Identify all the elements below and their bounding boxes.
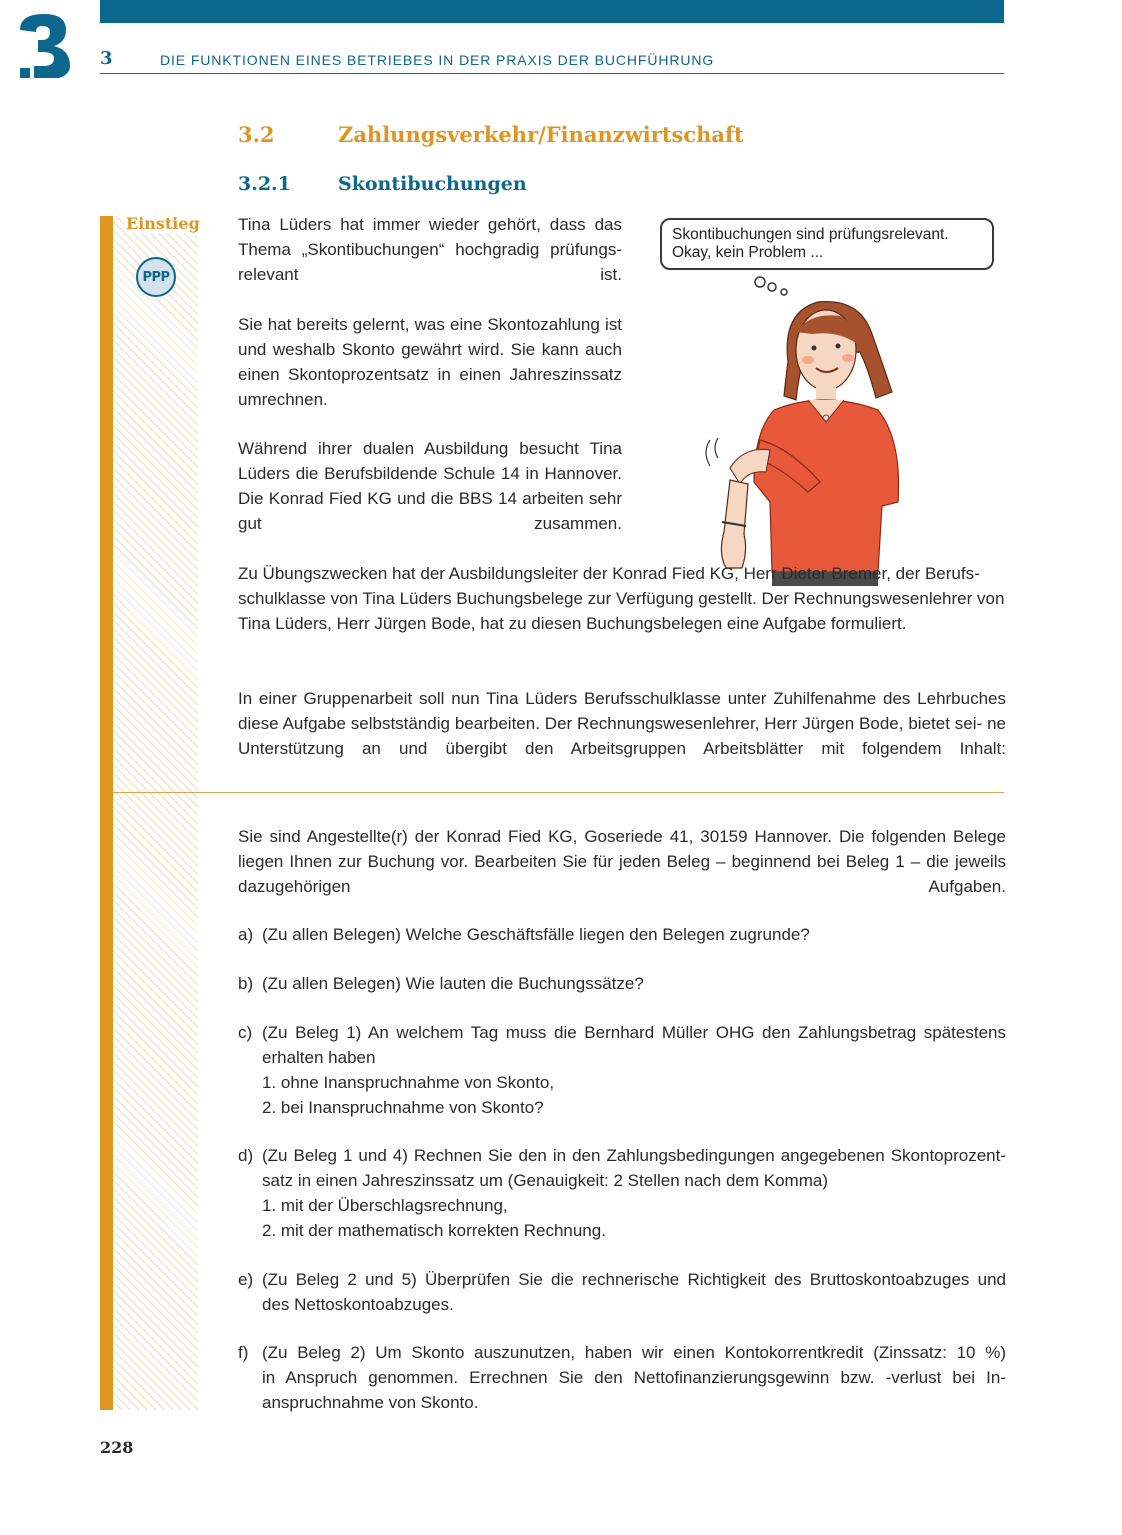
text-line: einen Skontoprozentsatz in einen Jahreszinssatz bbox=[238, 365, 622, 384]
intro-paragraph-3 bbox=[238, 436, 622, 536]
text-line: 1. ohne Inanspruchnahme von Skonto, bbox=[262, 1073, 555, 1092]
text-line: Die Konrad Fied KG und die BBS 14 arbeiten sehr bbox=[238, 489, 622, 508]
ppp-badge-icon bbox=[136, 257, 176, 297]
text-line: Konrad Fied KG, Herr Dieter Bremer, der Berufs- bbox=[612, 564, 980, 583]
text-line: (Zu Beleg 2 und 5) Überprüfen Sie die rechnerische Richtigkeit des Bruttoskontoabzuges und bbox=[262, 1270, 1006, 1289]
text-line: diese Aufgabe selbstständig bearbeiten. Der Rechnungswesenlehrer, Herr Jürgen Bode, bietet sei- bbox=[238, 714, 983, 733]
speech-bubble-line: Skontibuchungen sind prüfungsrelevant. bbox=[672, 226, 949, 243]
text-line: (Zu Beleg 1) An welchem Tag muss die Bernhard Müller OHG den Zahlungsbetrag spätestens bbox=[262, 1023, 1006, 1042]
section-number: 3.2 bbox=[238, 122, 275, 147]
text-line: Thema „Skontibuchungen“ hochgradig prüfungs- bbox=[238, 240, 622, 259]
woman-scratching-arm-illustration bbox=[700, 272, 920, 595]
text-line: erhalten haben bbox=[262, 1048, 376, 1067]
page-number: 228 bbox=[100, 1438, 134, 1457]
text-line: (Zu Beleg 1 und 4) Rechnen Sie den in den Zahlungsbedingungen angegebenen Skontoprozent- bbox=[262, 1146, 1006, 1165]
intro-paragraph-4 bbox=[238, 561, 1006, 636]
text-line: Tina Lüders hat immer wieder gehört, dass das bbox=[238, 215, 622, 234]
text-line: relevant ist. bbox=[238, 265, 622, 284]
text-line: und weshalb Skonto gewährt wird. Sie kann auch bbox=[238, 340, 622, 359]
section-divider bbox=[113, 792, 1004, 793]
speech-bubble-line: Okay, kein Problem ... bbox=[672, 244, 824, 261]
task-label: b) bbox=[238, 974, 254, 993]
text-line: gut zusammen. bbox=[238, 514, 622, 533]
text-line: 2. mit der mathematisch korrekten Rechnung. bbox=[262, 1221, 606, 1240]
top-color-bar bbox=[100, 0, 1004, 23]
task-label: c) bbox=[238, 1023, 253, 1042]
subsection-title: Skontibuchungen bbox=[338, 173, 527, 195]
chapter-number-graphic bbox=[14, 8, 74, 78]
task-label: e) bbox=[238, 1270, 254, 1289]
task-intro-paragraph bbox=[238, 824, 1006, 899]
text-line: (Zu Beleg 2) Um Skonto auszunutzen, haben wir einen Kontokorrentkredit (Zinssatz: 10 %) bbox=[262, 1343, 1006, 1362]
subsection-number: 3.2.1 bbox=[238, 173, 291, 195]
text-line: satz in einen Jahreszinssatz um (Genauigkeit: 2 Stellen nach dem Komma) bbox=[262, 1171, 828, 1190]
text-line: 2. bei Inanspruchnahme von Skonto? bbox=[262, 1098, 544, 1117]
sidebar-hatch-pattern bbox=[113, 216, 198, 1410]
text-line: 1. mit der Überschlagsrechnung, bbox=[262, 1196, 508, 1215]
chapter-number: 3 bbox=[100, 48, 113, 69]
text-line: von Tina Lüders, Herr Jürgen Bode, hat zu diesen Buchungsbelegen eine Aufgabe formuliert. bbox=[238, 589, 1005, 633]
text-line: (Zu allen Belegen) Welche Geschäftsfälle liegen den Belegen zugrunde? bbox=[262, 925, 810, 944]
text-line: dazugehörigen Aufgaben. bbox=[238, 877, 1006, 896]
task-label: d) bbox=[238, 1146, 254, 1165]
text-line: des Nettoskontoabzuges. bbox=[262, 1295, 454, 1314]
sidebar-label: Einstieg bbox=[126, 214, 200, 233]
text-line: Sie hat bereits gelernt, was eine Skontozahlung ist bbox=[238, 315, 622, 334]
task-label: f) bbox=[238, 1343, 249, 1362]
intro-paragraph-2 bbox=[238, 312, 622, 412]
text-line: in Anspruch genommen. Errechnen Sie den Nettofinanzierungsgewinn bzw. -verlust bei In- bbox=[262, 1368, 1006, 1387]
text-line: In einer Gruppenarbeit soll nun Tina Lüders Berufsschulklasse unter Zuhilfenahme des Lehrbuches bbox=[238, 689, 1006, 708]
text-line: Zu Übungszwecken hat der Ausbildungsleiter der bbox=[238, 564, 608, 583]
speech-bubble bbox=[660, 218, 994, 270]
text-line: Während ihrer dualen Ausbildung besucht Tina bbox=[238, 439, 622, 458]
text-line: schulklasse von Tina Lüders Buchungsbelege zur Verfügung gestellt. Der Rechnungswesenlehrer bbox=[238, 589, 973, 608]
text-line: (Zu allen Belegen) Wie lauten die Buchungssätze? bbox=[262, 974, 644, 993]
sidebar-accent-bar bbox=[100, 216, 113, 1410]
header-divider bbox=[100, 73, 1004, 74]
text-line: anspruchnahme von Skonto. bbox=[262, 1393, 479, 1412]
intro-paragraph-1 bbox=[238, 212, 622, 287]
ppp-badge-text: PPP bbox=[142, 269, 170, 285]
running-header-title: DIE FUNKTIONEN EINES BETRIEBES IN DER PRAXIS DER BUCHFÜHRUNG bbox=[160, 52, 715, 68]
text-line: ne Unterstützung an und übergibt den Arbeitsgruppen Arbeitsblätter mit folgendem Inhalt: bbox=[238, 714, 1006, 758]
text-line: Sie sind Angestellte(r) der Konrad Fied KG, Goseriede 41, 30159 Hannover. Die folgenden Belege bbox=[238, 827, 1006, 846]
task-label: a) bbox=[238, 925, 254, 944]
section-title: Zahlungsverkehr/Finanzwirtschaft bbox=[338, 122, 744, 147]
text-line: umrechnen. bbox=[238, 390, 328, 409]
intro-paragraph-5 bbox=[238, 686, 1006, 761]
text-line: Lüders die Berufsbildende Schule 14 in Hannover. bbox=[238, 464, 622, 483]
text-line: liegen Ihnen zur Buchung vor. Bearbeiten Sie für jeden Beleg – beginnend bei Beleg 1 – die jeweils bbox=[238, 852, 1006, 871]
